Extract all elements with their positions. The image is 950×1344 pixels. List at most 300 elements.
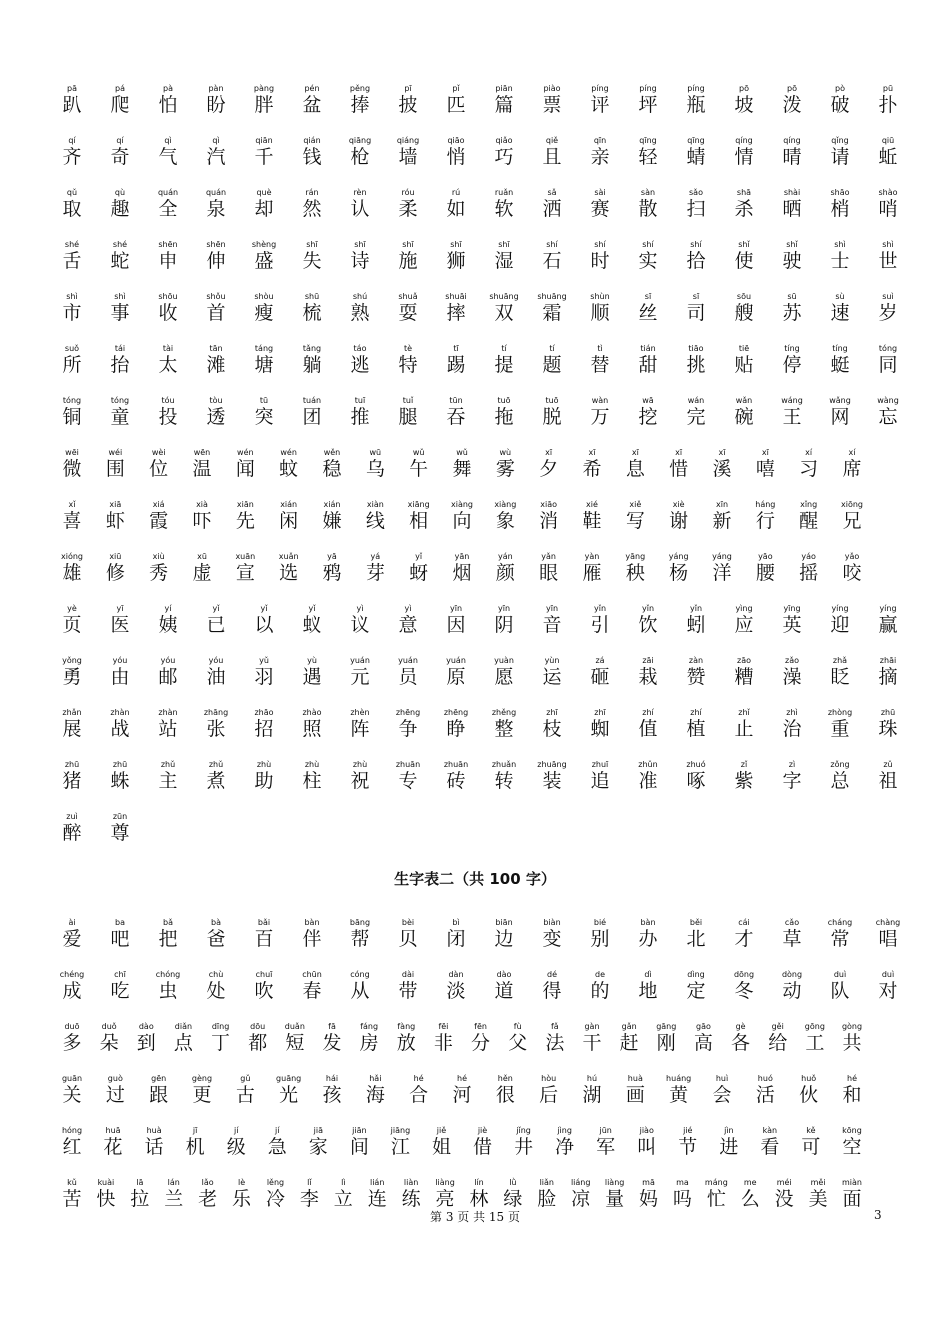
pinyin-label: kuài [97,1178,115,1187]
hanzi-character: 乐 [232,1188,252,1210]
pinyin-label: gàn [584,1022,600,1031]
pinyin-label: zhuān [443,760,469,769]
pinyin-label: zhèn [350,708,370,717]
pinyin-label: zhǎn [62,708,82,717]
pinyin-label: fáng [360,1022,379,1031]
pinyin-label: pī [404,84,412,93]
char-cell [791,552,827,584]
char-cell [294,604,330,636]
hanzi-character: 节 [678,1136,698,1158]
char-cell [534,84,570,116]
hanzi-character: 机 [185,1136,205,1158]
hanzi-character: 别 [590,928,610,950]
char-cell [291,1178,327,1210]
hanzi-character: 吹 [254,980,274,1002]
char-cell [678,136,714,168]
pinyin-label: zhāo [254,708,274,717]
hanzi-character: 惜 [669,458,689,480]
char-cell [150,188,186,220]
char-cell [246,136,282,168]
char-cell [563,1178,599,1210]
char-cell [582,292,618,324]
hanzi-character: 千 [254,146,274,168]
char-cell [150,604,186,636]
pinyin-label: shēn [206,240,226,249]
hanzi-character: 齐 [62,146,82,168]
hanzi-character: 队 [830,980,850,1002]
char-cell [54,604,90,636]
pinyin-label: wàn [591,396,609,405]
hanzi-character: 夕 [539,458,559,480]
hanzi-character: 以 [254,614,274,636]
char-cell [870,344,906,376]
pinyin-label: wǎn [735,396,753,405]
hanzi-character: 栽 [638,666,658,688]
pinyin-label: huā [105,1126,121,1135]
pinyin-label: shī [450,240,462,249]
char-cell [150,918,186,950]
hanzi-character: 雁 [582,562,602,584]
hanzi-character: 活 [755,1084,775,1106]
hanzi-character: 遇 [302,666,322,688]
hanzi-character: 祝 [350,770,370,792]
pinyin-label: wù [499,448,512,457]
char-cell [534,760,570,792]
pinyin-label: lè [237,1178,246,1187]
hanzi-character: 蛛 [110,770,130,792]
pinyin-label: wēi [65,448,79,457]
pinyin-label: pō [739,84,749,93]
hanzi-character: 忙 [706,1188,726,1210]
hanzi-character: 点 [173,1032,193,1054]
pinyin-label: zāo [737,656,751,665]
pinyin-label: háng [755,500,776,509]
pinyin-label: xiān [236,500,254,509]
pinyin-label: cǎo [784,918,800,927]
char-cell [227,448,263,480]
hanzi-character: 枪 [350,146,370,168]
hanzi-character: 贝 [398,928,418,950]
pinyin-label: hǎi [369,1074,382,1083]
char-cell [704,500,740,532]
hanzi-character: 舌 [62,250,82,272]
char-cell [357,1074,393,1106]
pinyin-label: qíng [783,136,801,145]
pinyin-label: tī [453,344,459,353]
char-cell [617,500,653,532]
pinyin-label: zhù [304,760,320,769]
char-cell [747,448,783,480]
hanzi-character: 海 [365,1084,385,1106]
char-cell [314,552,350,584]
hanzi-character: 艘 [734,302,754,324]
char-cell [486,84,522,116]
char-cell [630,84,666,116]
hanzi-character: 井 [514,1136,534,1158]
hanzi-character: 雾 [495,458,515,480]
char-cell [726,760,762,792]
pinyin-label: tuō [545,396,559,405]
hanzi-character: 常 [830,928,850,950]
pinyin-label: qīn [593,136,607,145]
pinyin-label: jiě [436,1126,447,1135]
char-cell [54,84,90,116]
pinyin-label: wèi [151,448,166,457]
pinyin-label: qù [114,188,126,197]
char-cell [486,136,522,168]
hanzi-character: 柔 [398,198,418,220]
hanzi-character: 吞 [446,406,466,428]
hanzi-character: 修 [105,562,125,584]
char-cell [588,1126,624,1158]
char-cell [390,240,426,272]
pinyin-label: hé [847,1074,857,1083]
char-cell [582,84,618,116]
char-cell [534,604,570,636]
pinyin-label: yǐn [689,604,703,613]
char-cell [342,918,378,950]
char-cell [294,396,330,428]
hanzi-character: 题 [542,354,562,376]
hanzi-character: 破 [830,94,850,116]
hanzi-character: 闲 [279,510,299,532]
hanzi-character: 愿 [494,666,514,688]
pinyin-label: yǒng [62,656,82,665]
char-cell [150,136,186,168]
hanzi-character: 招 [254,718,274,740]
char-cell [294,240,330,272]
char-cell [678,604,714,636]
pinyin-label: yáng [668,552,689,561]
hanzi-character: 转 [494,770,514,792]
pinyin-label: yān [454,552,470,561]
pinyin-label: shí [690,240,702,249]
char-cell [342,136,378,168]
pinyin-label: piān [495,84,513,93]
hanzi-character: 整 [494,718,514,740]
hanzi-character: 脸 [537,1188,557,1210]
char-cell [246,656,282,688]
hanzi-character: 蚯 [878,146,898,168]
hanzi-character: 象 [495,510,515,532]
hanzi-character: 的 [590,980,610,1002]
hanzi-character: 习 [799,458,819,480]
pinyin-label: guāng [276,1074,302,1083]
pinyin-label: liàng [604,1178,625,1187]
char-cell [870,918,906,950]
pinyin-label: qì [212,136,220,145]
pinyin-label: wǎng [829,396,851,405]
pinyin-label: tíng [784,344,800,353]
char-cell [271,500,307,532]
char-cell [150,970,186,1002]
pinyin-label: dìng [687,970,705,979]
pinyin-label: shōu [158,292,178,301]
char-cell [630,604,666,636]
hanzi-character: 投 [158,406,178,428]
pinyin-label: qǔ [66,188,78,197]
char-cell [534,188,570,220]
char-cell [198,604,234,636]
char-cell [486,240,522,272]
pinyin-label: què [256,188,272,197]
char-cell [463,1022,499,1054]
hanzi-character: 地 [638,980,658,1002]
hanzi-character: 替 [590,354,610,376]
hanzi-character: 从 [350,980,370,1002]
hanzi-character: 希 [582,458,602,480]
char-cell [423,1126,459,1158]
pinyin-label: tān [209,344,223,353]
char-cell [661,552,697,584]
hanzi-character: 取 [62,198,82,220]
hanzi-character: 杀 [734,198,754,220]
hanzi-character: 选 [279,562,299,584]
pinyin-label: xiāng [407,500,430,509]
hanzi-character: 蚓 [686,614,706,636]
hanzi-character: 刚 [656,1032,676,1054]
hanzi-character: 妈 [639,1188,659,1210]
char-cell [438,760,474,792]
hanzi-character: 道 [494,980,514,1002]
char-cell [774,84,810,116]
pinyin-label: xí [848,448,856,457]
hanzi-character: 赛 [590,198,610,220]
pinyin-label: kǔ [67,1178,77,1187]
char-cell [534,708,570,740]
pinyin-label: lì [341,1178,346,1187]
pinyin-label: pàng [253,84,275,93]
char-cell [791,500,827,532]
pinyin-label: yóu [112,656,128,665]
hanzi-character: 林 [469,1188,489,1210]
hanzi-character: 枝 [542,718,562,740]
char-cell [534,344,570,376]
pinyin-label: xī [761,448,769,457]
hanzi-character: 时 [590,250,610,272]
char-cell [495,1178,531,1210]
pinyin-label: yǐ [260,604,268,613]
hanzi-character: 主 [158,770,178,792]
hanzi-character: 拖 [494,406,514,428]
hanzi-character: 引 [590,614,610,636]
pinyin-label: tū [259,396,269,405]
hanzi-character: 突 [254,406,274,428]
pinyin-label: ba [115,918,125,927]
char-cell [704,1074,740,1106]
hanzi-character: 阴 [494,614,514,636]
char-cell [685,1022,721,1054]
pinyin-label: biān [495,918,513,927]
hanzi-character: 所 [62,354,82,376]
hanzi-character: 洋 [712,562,732,584]
pinyin-label: dīng [211,1022,230,1031]
pinyin-label: dài [401,970,415,979]
pinyin-label: tái [114,344,126,353]
hanzi-character: 亲 [590,146,610,168]
pinyin-label: guò [107,1074,123,1083]
hanzi-character: 原 [446,666,466,688]
char-cell [534,292,570,324]
char-cell [314,1074,350,1106]
pinyin-label: liàng [435,1178,455,1187]
pinyin-label: zhàn [158,708,178,717]
char-cell [141,1074,177,1106]
pinyin-label: jìn [724,1126,734,1135]
hanzi-character: 丁 [211,1032,231,1054]
char-cell [390,188,426,220]
hanzi-character: 新 [712,510,732,532]
hanzi-character: 可 [801,1136,821,1158]
char-cell [382,1126,418,1158]
pinyin-label: suǒ [64,344,80,353]
hanzi-character: 叫 [637,1136,657,1158]
char-cell [438,396,474,428]
pinyin-label: yuán [398,656,418,665]
hanzi-character: 团 [302,406,322,428]
char-cell [357,448,393,480]
pinyin-label: wéi [108,448,123,457]
pinyin-label: shé [64,240,80,249]
hanzi-character: 后 [539,1084,559,1106]
char-cell [774,760,810,792]
pinyin-label: zhuó [686,760,706,769]
hanzi-character: 北 [686,928,706,950]
char-cell [465,1126,501,1158]
pinyin-label: shī [354,240,366,249]
char-cell [351,1022,387,1054]
pinyin-label: dé [547,970,557,979]
pinyin-label: tíng [832,344,848,353]
section-title: 生字表二（共 100 字） [394,870,556,888]
hanzi-character: 澡 [782,666,802,688]
hanzi-character: 鞋 [582,510,602,532]
hanzi-character: 相 [409,510,429,532]
char-cell [54,708,90,740]
pinyin-label: huó [757,1074,773,1083]
hanzi-character: 湿 [494,250,514,272]
hanzi-character: 评 [590,94,610,116]
hanzi-character: 冬 [734,980,754,1002]
hanzi-character: 连 [367,1188,387,1210]
pinyin-label: xián [280,500,298,509]
char-cell [54,292,90,324]
hanzi-character: 闻 [235,458,255,480]
pinyin-label: wén [280,448,297,457]
char-cell [218,1126,254,1158]
hanzi-character: 石 [542,250,562,272]
char-cell [314,1022,350,1054]
hanzi-character: 级 [226,1136,246,1158]
hanzi-character: 冷 [265,1188,285,1210]
char-cell [342,344,378,376]
hanzi-character: 瘦 [254,302,274,324]
char-cell [774,188,810,220]
pinyin-label: bì [452,918,460,927]
hanzi-character: 变 [542,928,562,950]
hanzi-character: 哨 [878,198,898,220]
char-cell [870,760,906,792]
pinyin-label: wǔ [456,448,468,457]
hanzi-character: 滩 [206,354,226,376]
char-cell [444,1074,480,1106]
hanzi-character: 摇 [799,562,819,584]
hanzi-character: 扫 [686,198,706,220]
pinyin-label: shuāng [537,292,567,301]
hanzi-character: 羽 [254,666,274,688]
pinyin-label: qiǎo [495,136,513,145]
hanzi-character: 军 [596,1136,616,1158]
char-cell [294,656,330,688]
pinyin-label: sài [594,188,606,197]
char-cell [582,760,618,792]
char-cell [102,136,138,168]
pinyin-label: xià [196,500,208,509]
hanzi-character: 溪 [712,458,732,480]
hanzi-character: 重 [830,718,850,740]
hanzi-character: 糟 [734,666,754,688]
char-cell [314,448,350,480]
hanzi-character: 碗 [734,406,754,428]
pinyin-label: yíng [879,604,897,613]
pinyin-label: hé [413,1074,424,1083]
hanzi-character: 情 [734,146,754,168]
hanzi-character: 处 [206,980,226,1002]
hanzi-character: 梳 [302,302,322,324]
char-cell [401,500,437,532]
char-cell [506,1126,542,1158]
pinyin-label: lǎo [201,1178,214,1187]
hanzi-character: 关 [62,1084,82,1106]
char-cell [97,448,133,480]
pinyin-label: shí [642,240,654,249]
char-cell [54,344,90,376]
pinyin-label: shì [66,292,78,301]
pinyin-label: tuǐ [402,396,414,405]
pinyin-label: fā [328,1022,336,1031]
pinyin-label: chàng [875,918,901,927]
char-cell [822,970,858,1002]
pinyin-label: sǎo [689,188,703,197]
pinyin-label: tí [501,344,507,353]
pinyin-label: yóu [208,656,224,665]
char-cell [54,240,90,272]
char-cell [342,656,378,688]
pinyin-label: shèng [251,240,277,249]
hanzi-character: 霜 [542,302,562,324]
hanzi-character: 光 [279,1084,299,1106]
pinyin-label: zhì [786,708,798,717]
char-cell [54,500,90,532]
hanzi-character: 柱 [302,770,322,792]
hanzi-character: 进 [719,1136,739,1158]
pinyin-label: hái [325,1074,339,1083]
hanzi-character: 站 [158,718,178,740]
char-cell [486,918,522,950]
pinyin-label: bèi [401,918,415,927]
char-cell [54,970,90,1002]
pinyin-label: zhuǎn [491,760,517,769]
char-cell [774,396,810,428]
hanzi-character: 量 [605,1188,625,1210]
char-cell [630,136,666,168]
char-cell [198,396,234,428]
char-cell [822,760,858,792]
hanzi-character: 脱 [542,406,562,428]
char-cell [726,188,762,220]
char-cell [342,760,378,792]
pinyin-label: jié [683,1126,693,1135]
